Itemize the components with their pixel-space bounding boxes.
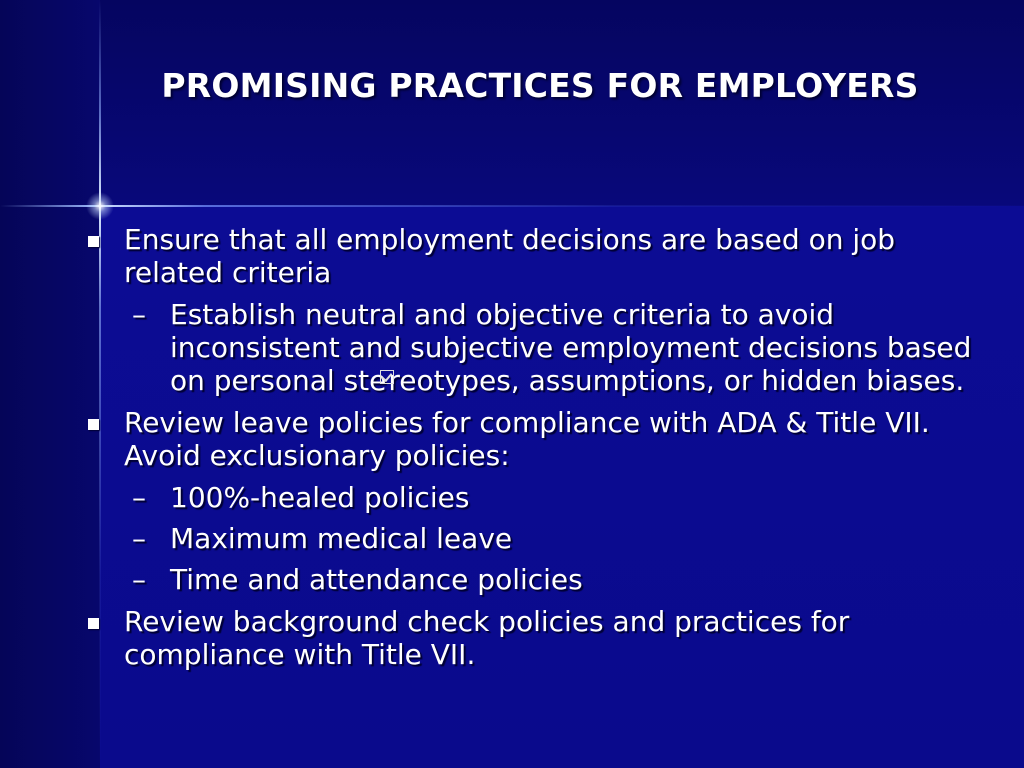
square-bullet-icon <box>88 618 99 629</box>
dash-marker: – <box>132 563 146 596</box>
dash-marker: – <box>132 298 146 331</box>
bullet-item-2 <box>86 406 976 596</box>
checkbox-icon <box>380 370 394 384</box>
bullet-item-1 <box>86 223 976 397</box>
sub-item-text: Maximum medical leave <box>170 522 513 555</box>
horizontal-light-line <box>0 205 1024 207</box>
sub-item-text: Time and attendance policies <box>170 563 583 596</box>
sub-list <box>124 298 976 397</box>
left-decor-band <box>0 0 100 768</box>
sub-item <box>86 481 976 514</box>
sub-item-text-part-2: reotypes, assumptions, or hidden biases. <box>388 364 965 397</box>
slide-body <box>86 223 976 671</box>
bullet-item-3 <box>86 605 976 671</box>
bullet-text: Review background check policies and practices for compliance with Title VII. <box>124 605 850 671</box>
dash-marker: – <box>132 522 146 555</box>
sub-item-text-part-1: Establish neutral and objective criteria to avoid inconsistent and subjective employment decisions based on personal ste <box>170 298 972 397</box>
dash-marker: – <box>132 481 146 514</box>
light-flare <box>86 192 114 220</box>
square-bullet-icon <box>88 419 99 430</box>
bullet-text: Ensure that all employment decisions are based on job related criteria <box>124 223 896 289</box>
sub-item <box>86 563 976 596</box>
sub-list <box>124 481 976 596</box>
sub-item <box>86 522 976 555</box>
sub-item-text: 100%-healed policies <box>170 481 470 514</box>
sub-item <box>86 298 976 397</box>
bullet-text: Review leave policies for compliance with ADA & Title VII. Avoid exclusionary policies: <box>124 406 930 472</box>
square-bullet-icon <box>88 236 99 247</box>
slide-title: PROMISING PRACTICES FOR EMPLOYERS <box>161 66 919 105</box>
